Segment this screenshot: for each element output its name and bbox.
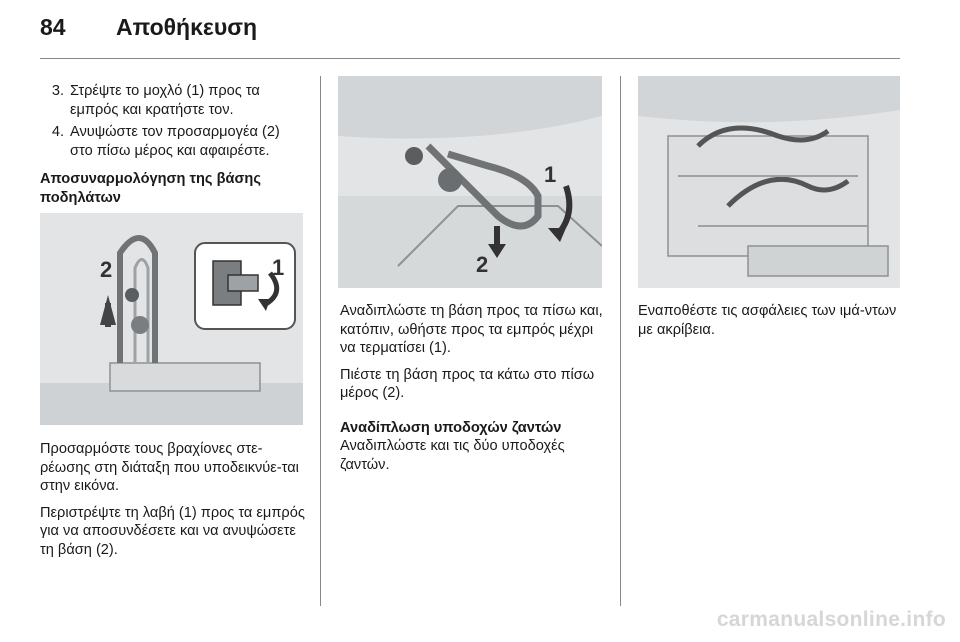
- page-number: 84: [40, 14, 66, 40]
- body-paragraph: Προσαρμόστε τους βραχίονες στε-ρέωσης στη διάταξη που υποδεικνύε-ται στην εικόνα.: [40, 441, 299, 494]
- column-divider: [320, 76, 321, 606]
- watermark: carmanualsonline.info: [716, 608, 946, 631]
- step-text: Στρέψτε το μοχλό (1) προς τα εμπρός και κρατήστε τον.: [70, 83, 260, 118]
- step-item: [40, 123, 306, 160]
- column-1: [40, 82, 306, 207]
- callout-1: 1: [272, 255, 285, 280]
- body-paragraph: Αναδιπλώστε τη βάση προς τα πίσω και, κατόπιν, ωθήστε προς τα εμπρός μέχρι να τερματίσει (1).: [340, 303, 603, 356]
- header-rule: [40, 58, 900, 59]
- body-paragraph: Περιστρέψτε τη λαβή (1) προς τα εμπρός για να αποσυνδέσετε και να ανυψώσετε τη βάση (2).: [40, 504, 305, 558]
- strap-locks-figure: [638, 76, 900, 288]
- page-header: [40, 14, 257, 41]
- body-paragraph: Πιέστε τη βάση προς τα κάτω στο πίσω μέρος (2).: [340, 366, 595, 401]
- step-list: [40, 82, 306, 160]
- step-number: 3.: [51, 83, 64, 99]
- section-heading: Αποσυναρμολόγηση της βάσης ποδηλάτων: [40, 171, 261, 206]
- callout-1: 1: [544, 162, 557, 187]
- column-2: [340, 302, 606, 482]
- step-text: Ανυψώστε τον προσαρμογέα (2) στο πίσω μέρος και αφαιρέστε.: [70, 124, 280, 159]
- callout-2: 2: [100, 257, 113, 282]
- section-heading: Αναδίπλωση υποδοχών ζαντών: [340, 419, 562, 436]
- column-1-lower: [40, 440, 312, 567]
- body-paragraph: Αναδιπλώστε και τις δύο υποδοχές ζαντών.: [340, 438, 565, 473]
- bike-carrier-disassembly-figure: [40, 213, 303, 425]
- step-item: [40, 82, 306, 119]
- column-divider: [620, 76, 621, 606]
- fold-carrier-figure: [338, 76, 602, 288]
- body-paragraph: Εναποθέστε τις ασφάλειες των ιμά-ντων με ακρίβεια.: [638, 303, 897, 338]
- page-title: Αποθήκευση: [116, 14, 258, 40]
- column-3: [638, 302, 908, 347]
- callout-2: 2: [476, 252, 489, 277]
- step-number: 4.: [51, 124, 64, 140]
